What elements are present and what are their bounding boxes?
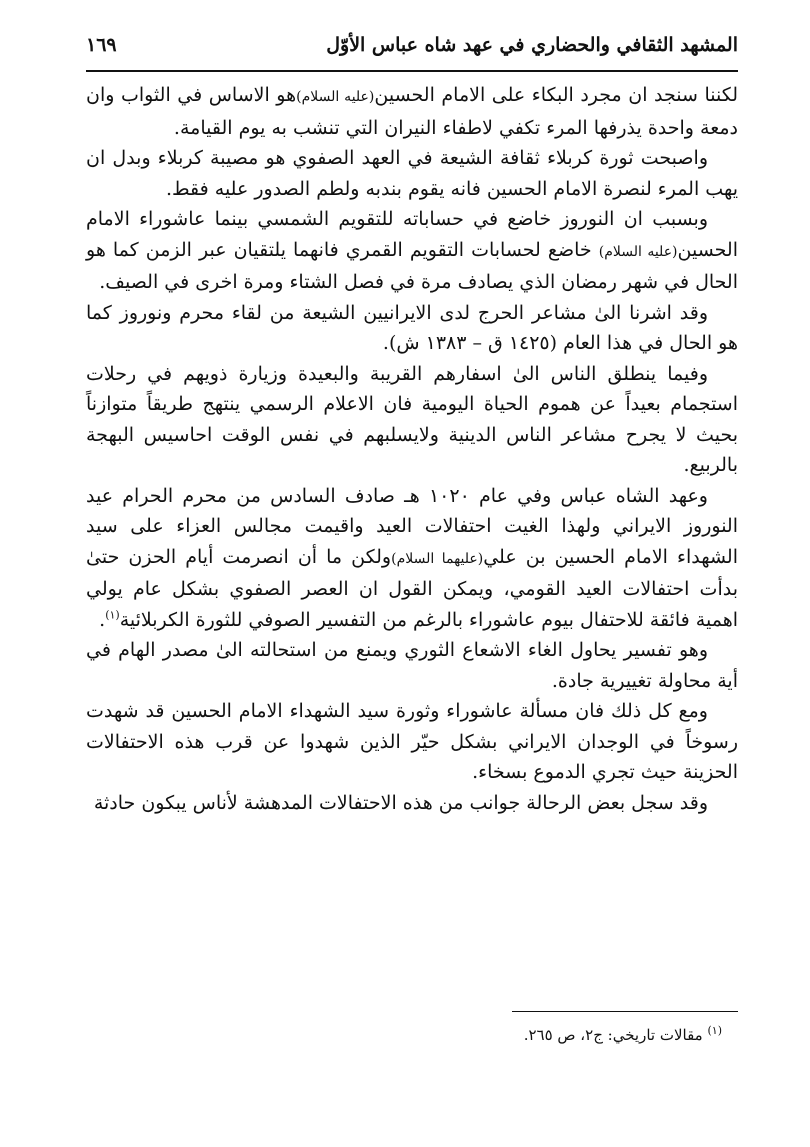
page-header [86, 30, 738, 72]
paragraph-5: وفيما ينطلق الناس الىٰ اسفارهم القريبة والبعيدة وزيارة ذويهم في رحلات استجمام بعيداً عن هموم الحياة اليومية فان الاعلام الرسمي ينتهج طريقاً متوازناً بحيث لا يجرح مشاعر الناس الدينية ولايسلبهم في نفس الوقت احاسيس البهجة بالربيع. [86, 362, 738, 476]
paragraph-9: وقد سجل بعض الرحالة جوانب من هذه الاحتفالات المدهشة لأناس يبكون حادثة [93, 791, 708, 814]
paragraph-6-text: وعهد الشاه عباس وفي عام ١٠٢٠ هـ صادف السادس من محرم الحرام عيد النوروز الايراني ولهذا الغيت احتفالات العيد واقيمت مجالس العزاء على سيد الشهداء الامام الحسين بن علي [86, 484, 738, 568]
honorific: (عليهما السلام) [391, 550, 484, 567]
paragraph-3 [86, 204, 738, 298]
paragraph-6-rest: ولكن ما أن انصرمت أيام الحزن حتىٰ بدأت احتفالات العيد القومي، ويمكن القول ان العصر الصفوي بشكل عام يولي اهمية فائقة للاحتفال بيوم عاشوراء بالرغم من التفسير الصوفي للثورة الكربلائية [86, 545, 738, 631]
paragraph-1-text: لكننا سنجد ان مجرد البكاء على الامام الحسين [374, 84, 738, 106]
footnote-number: (١) [707, 1024, 722, 1037]
paragraph-6-end: . [99, 608, 106, 631]
footnote-marker[interactable]: (١) [105, 608, 120, 622]
paragraph-7: وهو تفسير يحاول الغاء الاشعاع الثوري ويمنع من استحالته الىٰ مصدر الهام في أية محاولة تغييرية جادة. [86, 639, 738, 692]
honorific: (عليه السلام) [598, 243, 678, 260]
paragraph-8: ومع كل ذلك فان مسألة عاشوراء وثورة سيد الشهداء الامام الحسين قد شهدت رسوخاً في الوجدان الايراني بشكل حيّر الذين شهدوا عن قرب هذه الاحتفالات الحزينة حيث تجري الدموع بسخاء. [86, 700, 738, 783]
paragraph-1 [86, 80, 738, 143]
page-number: ١٦٩ [86, 34, 117, 56]
paragraph-6 [86, 481, 738, 636]
honorific: (عليه السلام) [296, 89, 375, 105]
footnote-text: مقالات تاريخي: ج٢، ص ٢٦٥. [523, 1026, 708, 1044]
footnote-divider [512, 1011, 738, 1012]
body-text [86, 80, 738, 818]
paragraph-3-rest: خاضع لحسابات التقويم القمري فانهما يلتقيان عبر الزمن كما هو الحال في شهر رمضان الذي يصادف مرة في فصل الشتاء ومرة اخرى في الصيف. [86, 238, 738, 293]
paragraph-3-text: وبسبب ان النوروز خاضع في حساباته للتقويم الشمسي بينما عاشوراء الامام الحسين [86, 208, 738, 261]
footnote [86, 1024, 722, 1046]
paragraph-4: وقد اشرنا الىٰ مشاعر الحرج لدى الايرانيين الشيعة من لقاء محرم ونوروز كما هو الحال في هذا العام (١٤٢٥ ق – ١٣٨٣ ش). [86, 301, 738, 354]
running-title: المشهد الثقافي والحضاري في عهد شاه عباس الأوّل [326, 34, 738, 56]
paragraph-2: واصبحت ثورة كربلاء ثقافة الشيعة في العهد الصفوي هو مصيبة كربلاء وبدل ان يهب المرء لنصرة الامام الحسين فانه يقوم بندبه ولطم الصدور عليه فقط. [86, 147, 738, 200]
paragraph-1-rest: هو الاساس في الثواب وان دمعة واحدة يذرفها المرء تكفي لاطفاء النيران التي تنشب به يوم القيامة. [86, 84, 738, 139]
